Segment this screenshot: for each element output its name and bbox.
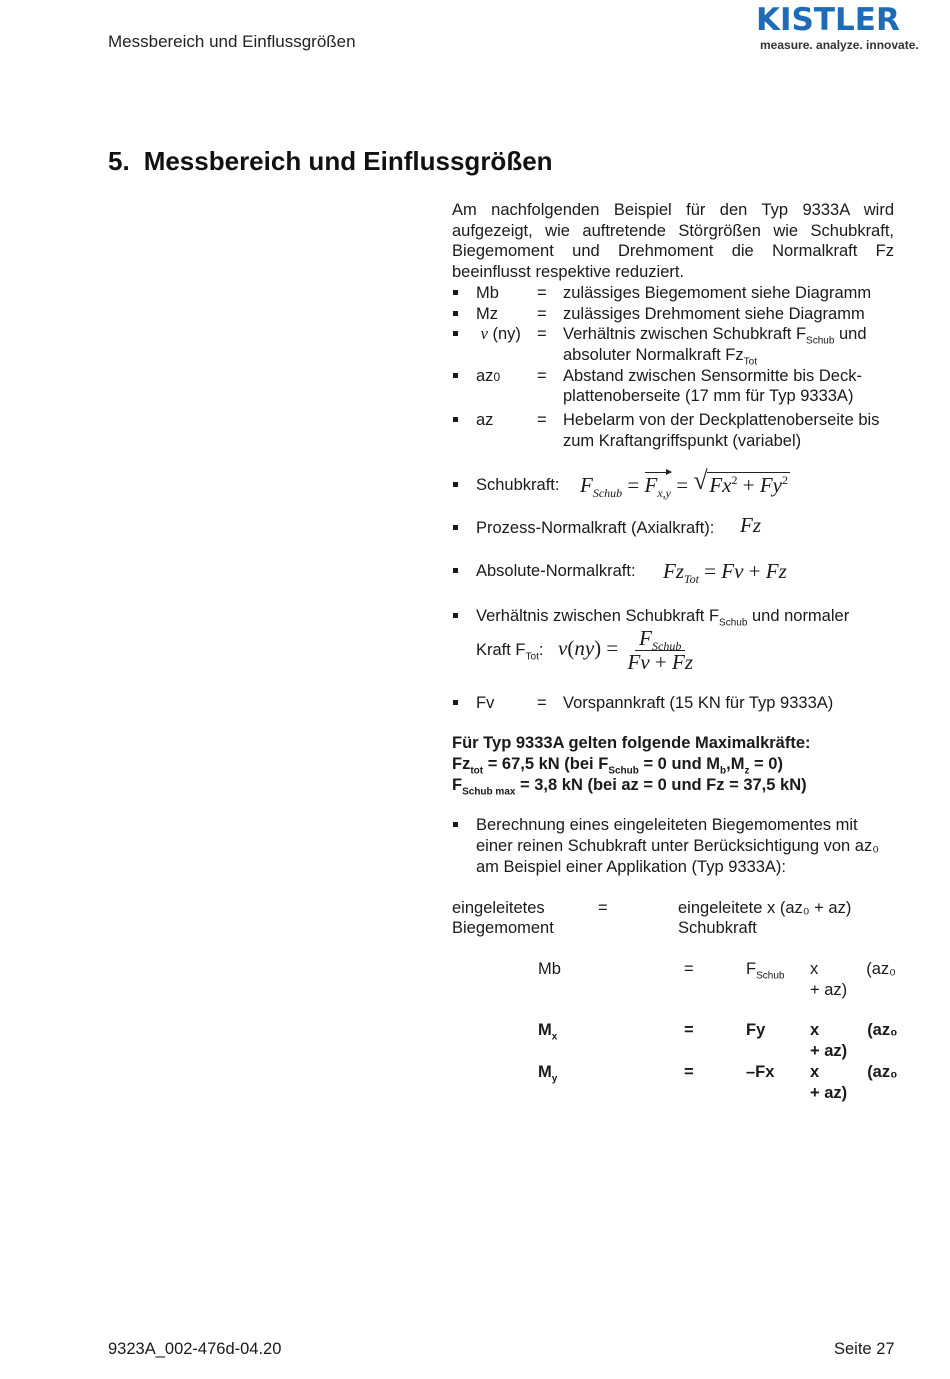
greek-nu: ν	[480, 324, 488, 344]
def-symbol-base: az	[476, 366, 494, 385]
def-symbol: Mz	[476, 304, 498, 323]
calc-cell	[810, 1062, 898, 1103]
calc-cell: –Fx	[746, 1062, 775, 1081]
equation-fztot: $Fz_{Tot} = Fv + Fz$	[663, 558, 787, 587]
ratio-text-line1	[476, 606, 894, 627]
def-mz	[452, 304, 894, 325]
calc-part: x	[810, 1062, 820, 1081]
max-line-fschub	[452, 775, 894, 796]
intro-paragraph: Am nachfolgenden Beispiel für den Typ 9333A wird aufgezeigt, wie auftretende Störgrößen wie Schubkraft, Biegemoment und Drehmoment die Normalkraft Fz beeinflusst respektive reduziert.	[452, 201, 894, 282]
calc-part: F	[746, 959, 757, 978]
max-part: F	[452, 775, 463, 794]
calc-cell	[538, 1062, 624, 1103]
calc-cell	[810, 959, 896, 1000]
max-line-fztot	[452, 754, 894, 775]
chapter-title: Messbereich und Einflussgrößen	[143, 146, 553, 176]
formula-label: Schubkraft:	[476, 476, 560, 495]
ratio-label	[476, 640, 558, 661]
calc-cell: =	[684, 1062, 694, 1081]
calc-cell: =	[598, 898, 608, 917]
calc-part: x	[810, 959, 819, 978]
ratio-text-part: :	[538, 641, 544, 660]
def-symbol-index: 0	[493, 369, 501, 384]
def-symbol: Fv	[476, 693, 495, 712]
formula-schubkraft	[452, 466, 894, 501]
max-part: = 0)	[749, 755, 783, 774]
calc-cell: Schubkraft	[678, 919, 757, 938]
footer-doc-id: 9323A_002-476d-04.20	[108, 1340, 282, 1358]
def-text: Hebelarm von der Deckplattenoberseite bis zum Kraftangriffspunkt (variabel)	[563, 411, 880, 450]
def-symbol	[476, 324, 537, 365]
calc-table	[452, 898, 894, 939]
def-symbol: Mb	[476, 283, 499, 302]
def-symbol	[476, 366, 537, 407]
kistler-logo	[756, 2, 919, 54]
formula-label: Absolute-Normalkraft:	[476, 561, 636, 580]
calc-cell: =	[684, 1021, 694, 1040]
def-az0	[452, 366, 894, 407]
def-equals: =	[537, 283, 547, 302]
calc-cell: Fy	[746, 1021, 766, 1040]
max-sub: Schub	[608, 765, 639, 777]
def-fv	[452, 693, 894, 714]
def-text: zulässiges Drehmoment siehe Diagramm	[563, 304, 865, 323]
calc-cell	[810, 1020, 898, 1061]
chapter-heading	[108, 146, 553, 177]
def-text: Abstand zwischen Sensormitte bis Deck-plattenoberseite (17 mm für Typ 9333A)	[563, 366, 862, 406]
calc-rows	[452, 959, 898, 1103]
calc-cell	[538, 1020, 624, 1061]
ratio-text-sub: Tot	[525, 651, 539, 663]
formula-prozess-normalkraft	[452, 513, 894, 539]
calc-cell: eingeleitetes	[452, 898, 545, 917]
def-text	[563, 324, 894, 368]
footer-page-number: Seite 27	[834, 1340, 895, 1358]
def-text: Vorspannkraft (15 KN für Typ 9333A)	[563, 693, 834, 712]
calc-part: M	[538, 1021, 552, 1040]
max-sub: z	[744, 765, 750, 777]
def-ny	[452, 324, 894, 368]
max-sub: tot	[470, 765, 484, 777]
max-part: Fz	[452, 755, 471, 774]
def-text-part: Verhältnis zwischen Schubkraft F	[563, 325, 807, 344]
max-part: = 0 und M	[638, 755, 721, 774]
max-sub: b	[720, 765, 727, 777]
ratio-text-part: Kraft F	[476, 641, 526, 660]
fraction: $\frac{F_{Schub}}{Fv + Fz}$	[627, 626, 693, 674]
calc-cell: Biegemoment	[452, 919, 554, 938]
logo-wordmark: KISTLER	[756, 2, 900, 38]
ratio-text-part: Verhältnis zwischen Schubkraft F	[476, 606, 720, 625]
def-equals: =	[537, 693, 547, 712]
calc-part: (az₀ + az)	[810, 1021, 898, 1061]
def-equals: =	[537, 366, 547, 385]
calc-row-mx	[538, 1020, 898, 1061]
calc-row-my	[538, 1062, 898, 1103]
calc-part: (az₀ + az)	[810, 1062, 898, 1102]
max-forces-block	[452, 733, 894, 798]
formula-ratio	[452, 606, 894, 673]
equation-schub: $F_{Schub}$ = $F_{x,y}$ = √ $Fx^2 + Fy^2$	[580, 466, 788, 501]
max-heading: Für Typ 9333A gelten folgende Maximalkräfte:	[452, 734, 811, 753]
calc-cell	[746, 959, 810, 1000]
def-symbol: az	[476, 411, 494, 430]
calc-sub: y	[551, 1073, 558, 1085]
main-content	[452, 200, 898, 1103]
sqrt-expression: √ $Fx^2 + Fy^2$	[693, 466, 788, 498]
calc-part: (az₀ + az)	[810, 959, 897, 999]
calc-row-mb	[538, 959, 897, 1000]
calc-cell: eingeleitete x (az₀ + az)	[678, 898, 852, 917]
calc-cell: Mb	[538, 959, 561, 978]
calc-sub: Schub	[756, 970, 785, 982]
running-header: Messbereich und Einflussgrößen	[108, 32, 356, 51]
chapter-number: 5.	[108, 146, 130, 176]
equation-fz: Fz	[740, 513, 761, 538]
def-az	[452, 410, 894, 451]
ratio-text-sub: Schub	[719, 616, 748, 628]
def-text-part: und absoluter Normalkraft Fz	[563, 325, 867, 364]
def-mb	[452, 283, 894, 304]
def-equals: =	[537, 325, 547, 344]
logo-tagline: measure. analyze. innovate.	[760, 38, 919, 52]
max-part: = 67,5 kN (bei F	[483, 755, 609, 774]
max-sub: Schub max	[462, 786, 516, 798]
def-symbol-rest: (ny)	[487, 325, 521, 344]
calc-part: x	[810, 1021, 820, 1040]
max-part: = 3,8 kN (bei az = 0 und Fz = 37,5 kN)	[515, 775, 807, 794]
def-text: zulässiges Biegemoment siehe Diagramm	[563, 283, 872, 302]
max-part: ,M	[726, 755, 745, 774]
equation-ratio: ν(ny) = $\frac{F_{Schub}}{Fv + Fz}$	[558, 628, 697, 672]
calc-bullet: Berechnung eines eingeleiteten Biegemomentes mit einer reinen Schubkraft unter Berücksichtigung von az₀ am Beispiel einer Applikation (Typ 9333A):	[452, 815, 894, 877]
formula-label: Prozess-Normalkraft (Axialkraft):	[476, 519, 715, 538]
calc-part: M	[538, 1062, 552, 1081]
def-text-sub: Schub	[806, 335, 835, 347]
vector-f-xy: $F_{x,y}$	[644, 473, 671, 501]
formula-absolute-normalkraft	[452, 558, 894, 587]
calc-cell: =	[684, 959, 694, 978]
ratio-text-part: und normaler	[747, 606, 850, 625]
calc-sub: x	[551, 1031, 558, 1043]
def-text-sub: Tot	[743, 356, 757, 368]
ratio-line2	[476, 628, 894, 672]
def-equals: =	[537, 411, 547, 430]
def-equals: =	[537, 304, 547, 323]
calc-cell	[690, 959, 746, 1000]
